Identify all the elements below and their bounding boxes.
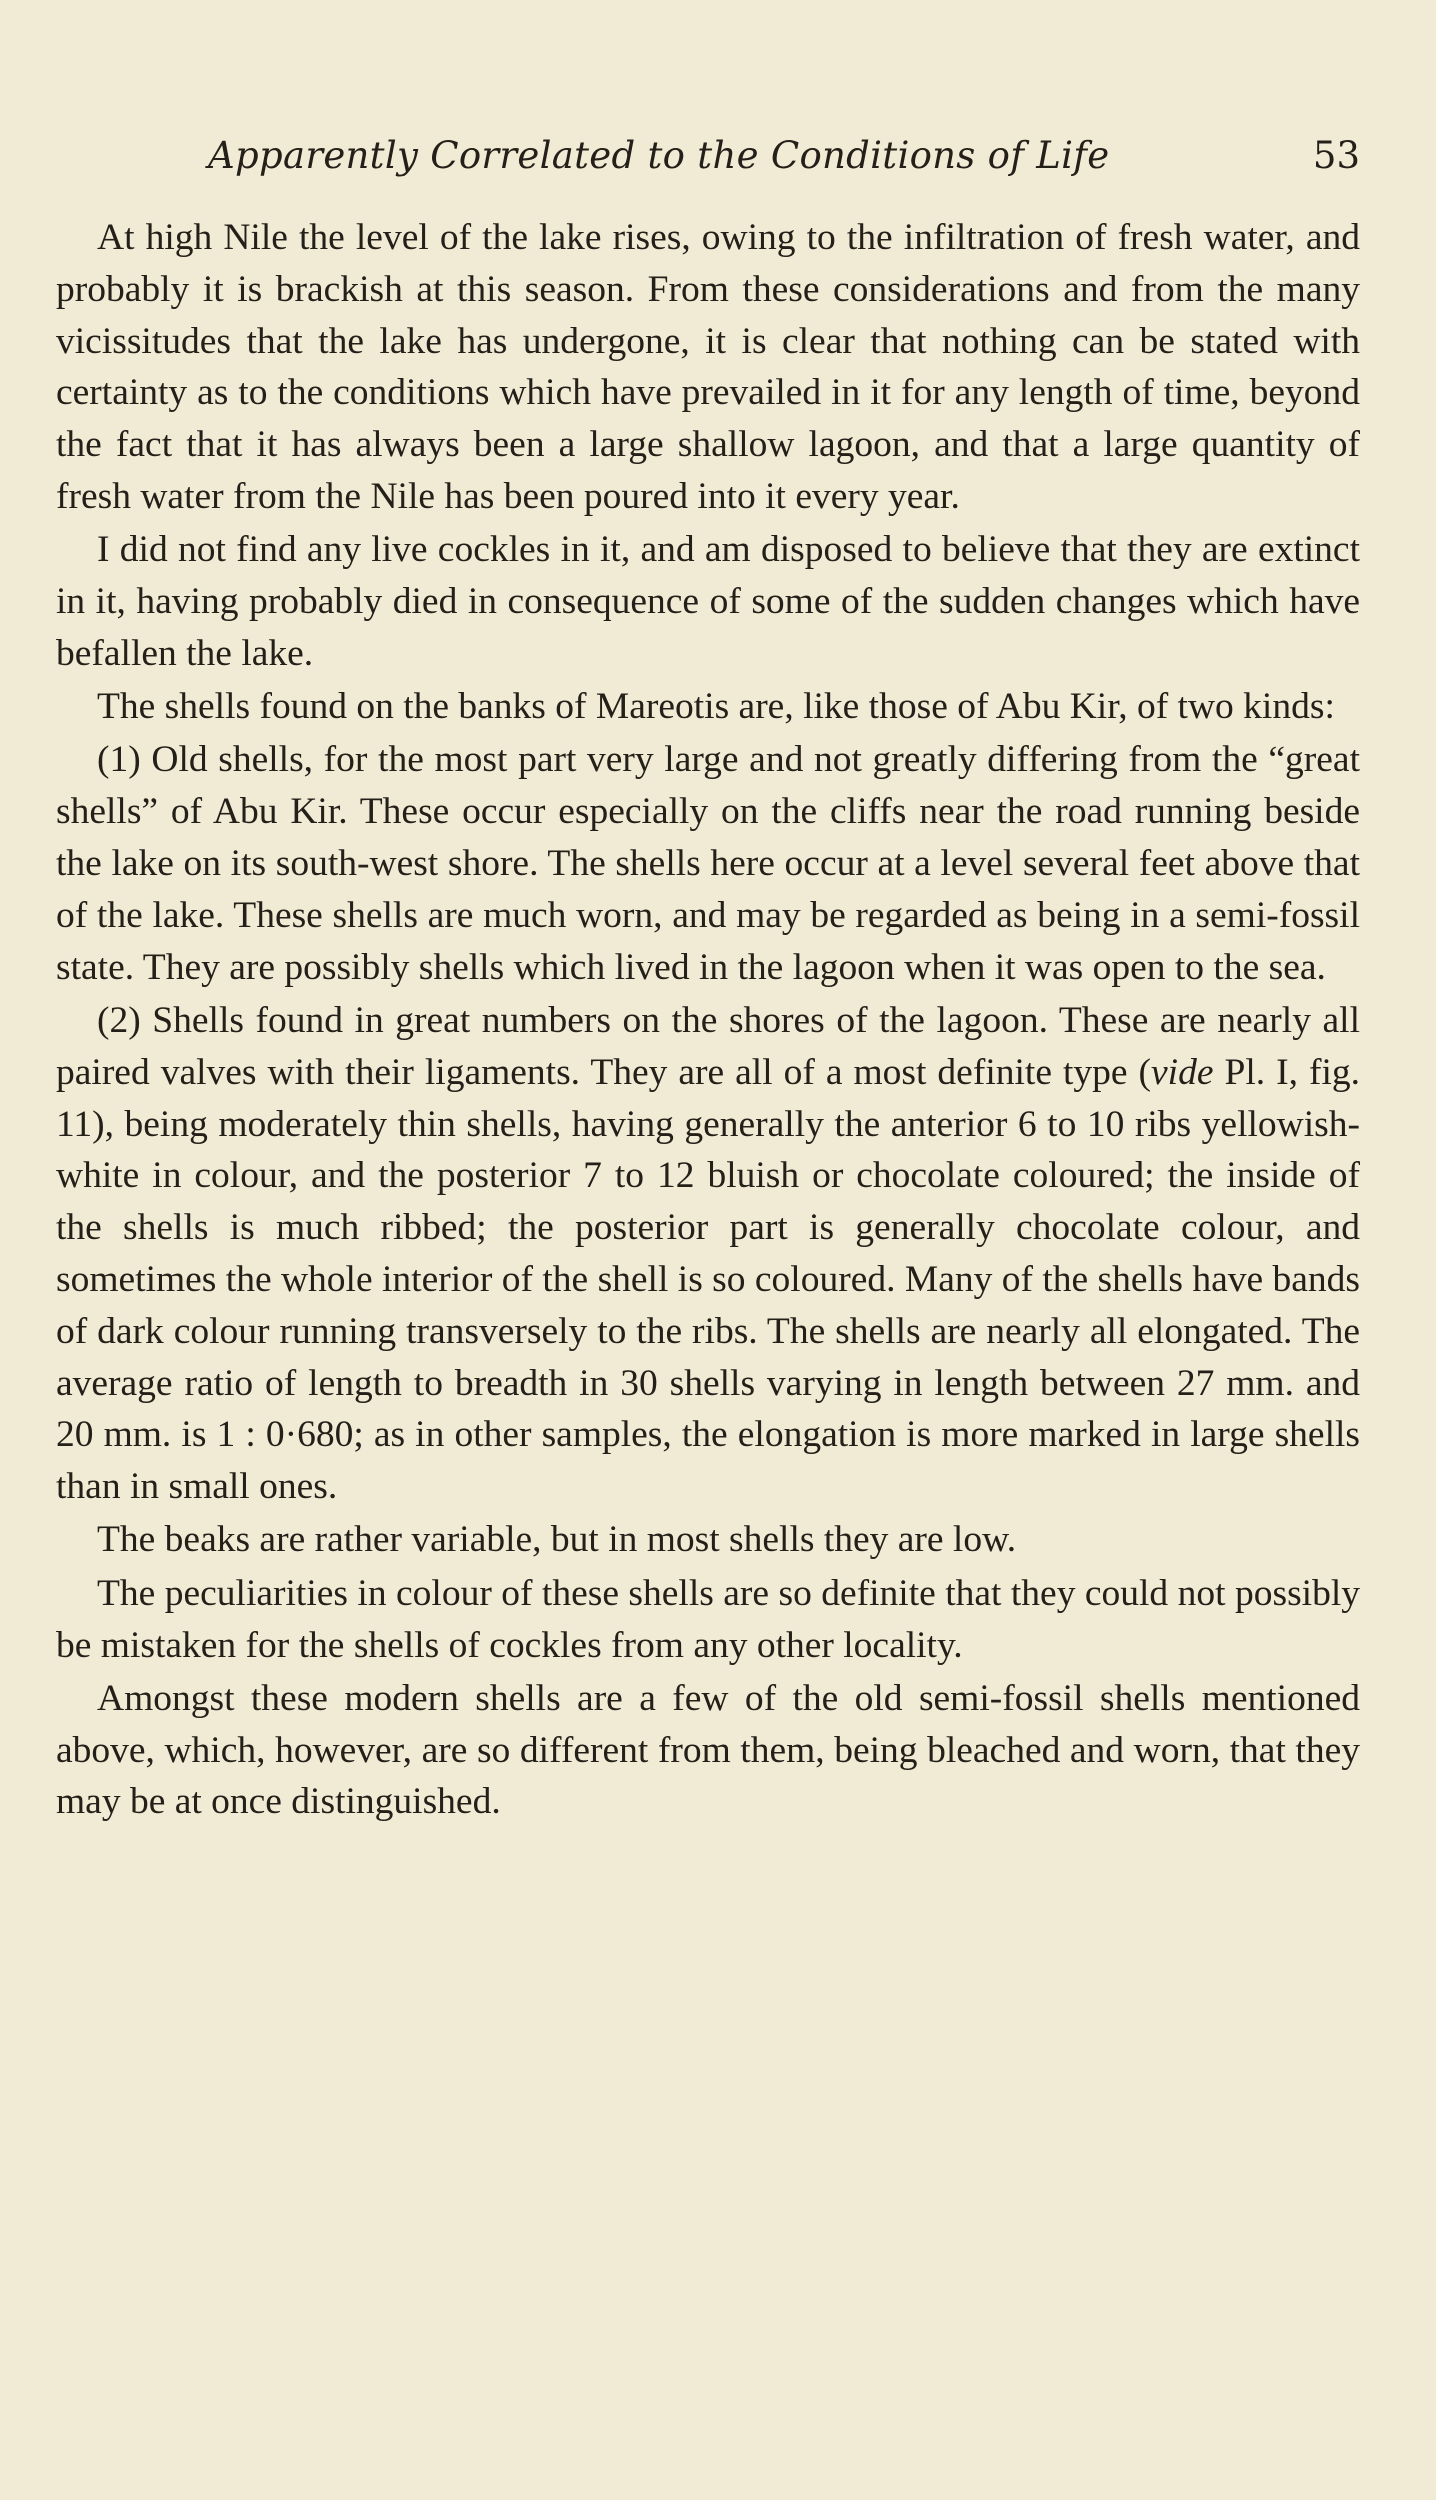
page-number: 53 [1312,134,1360,177]
paragraph-modern-shells-part-1: (2) Shells found in great numbers on the shores of the lagoon. These are nearly all paired valves with their ligaments. They are all of a most definite type ( [56,999,1360,1093]
paragraph-semi-fossil: Amongst these modern shells are a few of the old semi-fossil shells mentioned above, which, however, are so different from them, being bleached and worn, that they may be at once distinguished. [56,1677,1360,1823]
paragraph-two-kinds: The shells found on the banks of Mareotis are, like those of Abu Kir, of two kinds: [97,686,1335,728]
running-title: Apparently Correlated to the Conditions of Life [208,134,1110,177]
running-head [56,124,1360,196]
vide-italic: vide [1151,1051,1214,1093]
paragraph-peculiarities: The peculiarities in colour of these shells are so definite that they could not possibly be mistaken for the shells of cockles from any other locality. [56,1572,1360,1666]
paragraph-old-shells: (1) Old shells, for the most part very large and not greatly differing from the “great shells” of Abu Kir. These occur especially on the cliffs near the road running beside the lake on its south-west shore. The shells here occur at a level several feet above that of the lake. These shells are much worn, and may be regarded as being in a semi-fossil state. They are possibly shells which lived in the lagoon when it was open to the sea. [56,739,1360,988]
paragraph-beaks: The beaks are rather variable, but in most shells they are low. [97,1519,1017,1561]
paragraph-live-cockles: I did not find any live cockles in it, and am disposed to believe that they are extinct in it, having probably died in consequence of some of the sudden changes which have befallen the lake. [56,529,1360,674]
paragraph-modern-shells [56,995,1360,1513]
book-page [56,124,1360,1828]
paragraph-high-nile: At high Nile the level of the lake rises, owing to the infiltration of fresh water, and probably it is brackish at this season. From these considerations and from the many vicissitudes that the lake has undergone, it is clear that nothing can be stated with certainty as to the conditions which have prevailed in it for any length of time, beyond the fact that it has always been a large shallow lagoon, and that a large quantity of fresh water from the Nile has been poured into it every year. [56,217,1360,517]
body-text [56,212,1360,1828]
paragraph-modern-shells-part-2: Pl. I, fig. 11), being moderately thin shells, having generally the anterior 6 to 10 ribs yellowish-white in colour, and the posterior 7 to 12 bluish or chocolate coloured; the inside of the shells is much ribbed; the posterior part is generally chocolate colour, and sometimes the whole interior of the shell is so coloured. Many of the shells have bands of dark colour running transversely to the ribs. The shells are nearly all elongated. The average ratio of length to breadth in 30 shells varying in length between 27 mm. and 20 mm. is 1 : 0·680; as in other samples, the elongation is more marked in large shells than in small ones. [56,1051,1361,1508]
